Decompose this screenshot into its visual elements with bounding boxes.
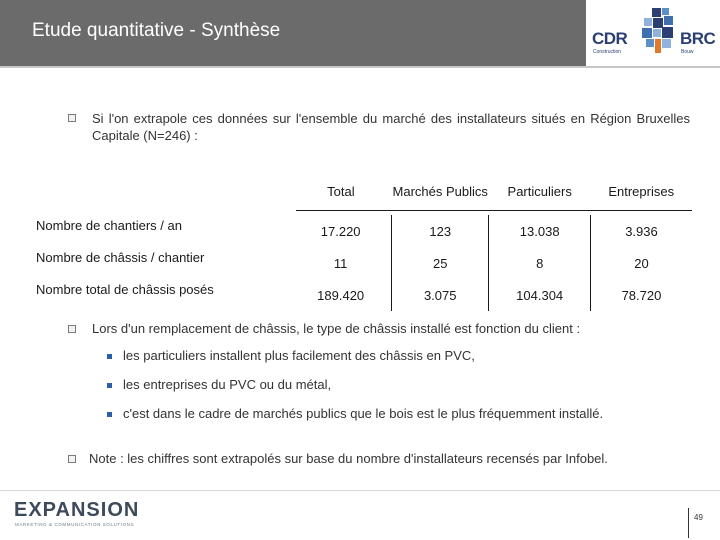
findings-lead: Lors d'un remplacement de châssis, le type de châssis installé est fonction du client : — [92, 321, 581, 336]
table-cell: 11 — [333, 255, 348, 271]
table-cell: 3.075 — [392, 279, 489, 311]
table-row — [32, 279, 692, 311]
data-table — [32, 164, 692, 311]
table-header-row — [32, 164, 692, 215]
table-cell: 25 — [392, 247, 489, 279]
column-header: Total — [327, 183, 355, 199]
table-cell: 17.220 — [320, 223, 361, 239]
brc-logo-subtext: Bouw — [681, 49, 694, 55]
row-label: Nombre total de châssis posés — [36, 282, 214, 297]
checkbox-bullet-icon — [68, 455, 76, 463]
list-item: les particuliers installent plus facilement des châssis en PVC, — [123, 348, 475, 363]
checkbox-bullet-icon — [68, 114, 76, 122]
table-cell: 8 — [489, 247, 591, 279]
brc-logo-text: BRC — [680, 29, 716, 48]
list-item: c'est dans le cadre de marchés publics que le bois est le plus fréquemment installé. — [123, 406, 604, 421]
row-label: Nombre de châssis / chantier — [36, 250, 205, 265]
table-cell: 78.720 — [590, 279, 692, 311]
footnote: Note : les chiffres sont extrapolés sur base du nombre d'installateurs recensés par Infobel. — [89, 451, 608, 466]
cdr-logo-subtext: Construction — [593, 49, 622, 55]
header-divider — [0, 66, 720, 68]
page-title: Etude quantitative - Synthèse — [32, 20, 281, 41]
square-bullet-icon — [107, 383, 112, 388]
cdr-brc-logo-mark-icon — [638, 6, 678, 56]
table-corner — [32, 164, 290, 215]
column-header: Particuliers — [507, 183, 572, 199]
table-cell: 3.936 — [590, 215, 692, 247]
page-number-divider — [688, 508, 689, 538]
column-header: Entreprises — [608, 183, 675, 199]
table-cell: 20 — [590, 247, 692, 279]
intro-text: Si l'on extrapole ces données sur l'ensemble du marché des installateurs situés en Région Bruxelles Capitale (N=246) : — [92, 111, 690, 143]
table-cell: 123 — [392, 215, 489, 247]
expansion-logo: EXPANSION — [14, 499, 140, 521]
page-number: 49 — [694, 513, 703, 522]
footer-divider — [0, 490, 720, 491]
table-row — [32, 215, 692, 247]
expansion-logo-tagline: MARKETING & COMMUNICATION SOLUTIONS — [15, 522, 135, 527]
list-item: les entreprises du PVC ou du métal, — [123, 377, 332, 392]
table-cell: 189.420 — [317, 287, 365, 303]
table-cell: 104.304 — [489, 279, 591, 311]
square-bullet-icon — [107, 354, 112, 359]
column-header: Marchés Publics — [392, 183, 488, 199]
row-label: Nombre de chantiers / an — [36, 218, 182, 233]
cdr-brc-logo — [586, 0, 720, 66]
checkbox-bullet-icon — [68, 325, 76, 333]
cdr-logo-text: CDR — [592, 29, 628, 48]
table-row — [32, 247, 692, 279]
square-bullet-icon — [107, 412, 112, 417]
table-cell: 13.038 — [489, 215, 591, 247]
header-bar — [0, 0, 586, 66]
